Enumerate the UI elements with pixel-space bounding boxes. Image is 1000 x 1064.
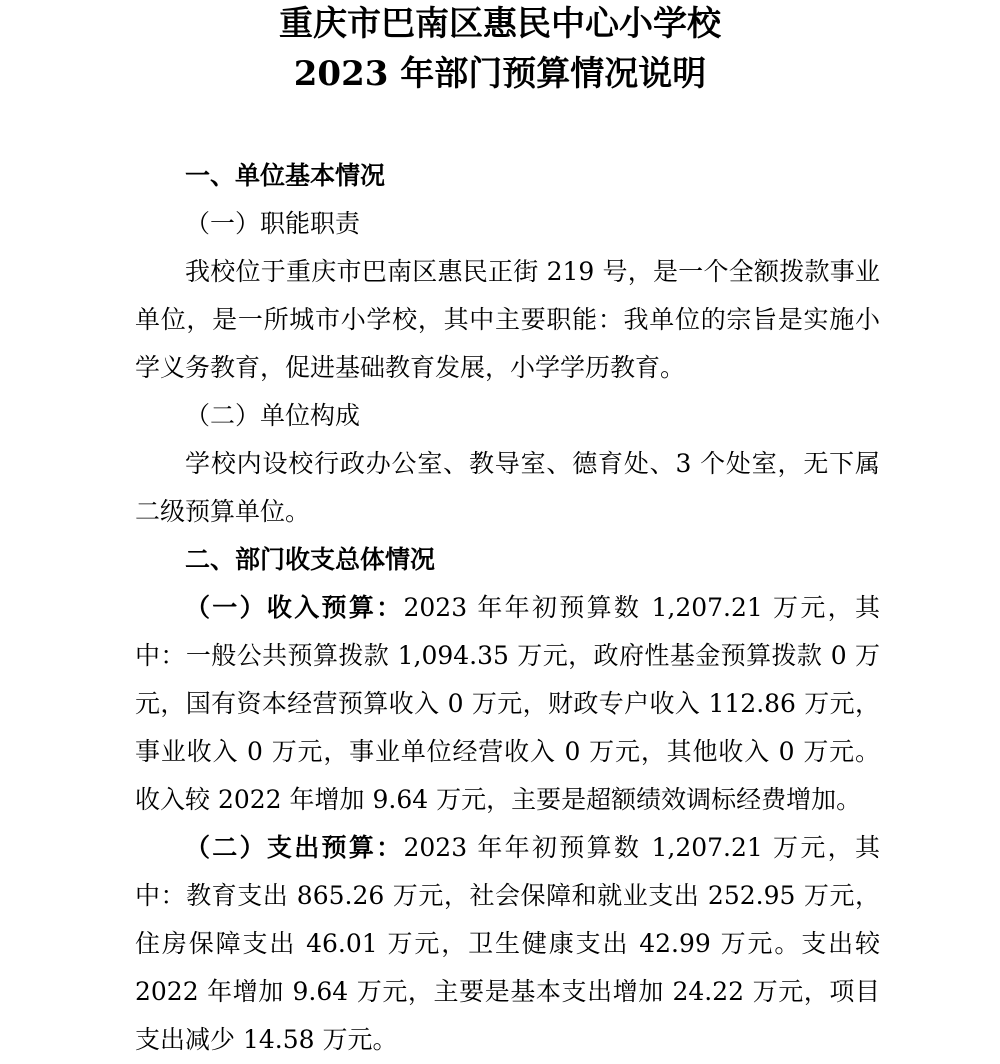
section2-heading: 二、部门收支总体情况 [185, 545, 436, 574]
section1-sub1-heading: （一）职能职责 [185, 209, 361, 238]
income-label: （一）收入预算： [185, 593, 404, 622]
section2-income-paragraph [135, 584, 880, 824]
section2-expense-paragraph [135, 824, 880, 1064]
income-text: 2023 年年初预算数 1,207.21 万元，其中：一般公共预算拨款 1,094.35 万元，政府性基金预算拨款 0 万元，国有资本经营预算收入 0 万元，财政专户收入 112.86 万元，事业收入 0 万元，事业单位经营收入 0 万元，其他收入 0 万元。收入较 2022 年增加 9.64 万元，主要是超额绩效调标经费增加。 [135, 593, 880, 814]
section1-heading: 一、单位基本情况 [185, 161, 386, 190]
document-title-line1: 重庆市巴南区惠民中心小学校 [279, 4, 721, 44]
document-body [135, 152, 880, 1064]
section1-sub1-paragraph: 我校位于重庆市巴南区惠民正街 219 号，是一个全额拨款事业单位，是一所城市小学校，其中主要职能：我单位的宗旨是实施小学义务教育，促进基础教育发展，小学学历教育。 [135, 257, 880, 382]
document-title-line2: 2023 年部门预算情况说明 [293, 54, 707, 94]
section1-sub2-paragraph: 学校内设校行政办公室、教导室、德育处、3 个处室，无下属二级预算单位。 [135, 449, 880, 526]
expense-text: 2023 年年初预算数 1,207.21 万元，其中：教育支出 865.26 万元，社会保障和就业支出 252.95 万元，住房保障支出 46.01 万元，卫生健康支出 42.99 万元。支出较 2022 年增加 9.64 万元，主要是基本支出增加 24.22 万元，项目支出减少 14.58 万元。 [135, 833, 880, 1054]
section1-sub2-heading: （二）单位构成 [185, 401, 361, 430]
expense-label: （二）支出预算： [185, 833, 404, 862]
